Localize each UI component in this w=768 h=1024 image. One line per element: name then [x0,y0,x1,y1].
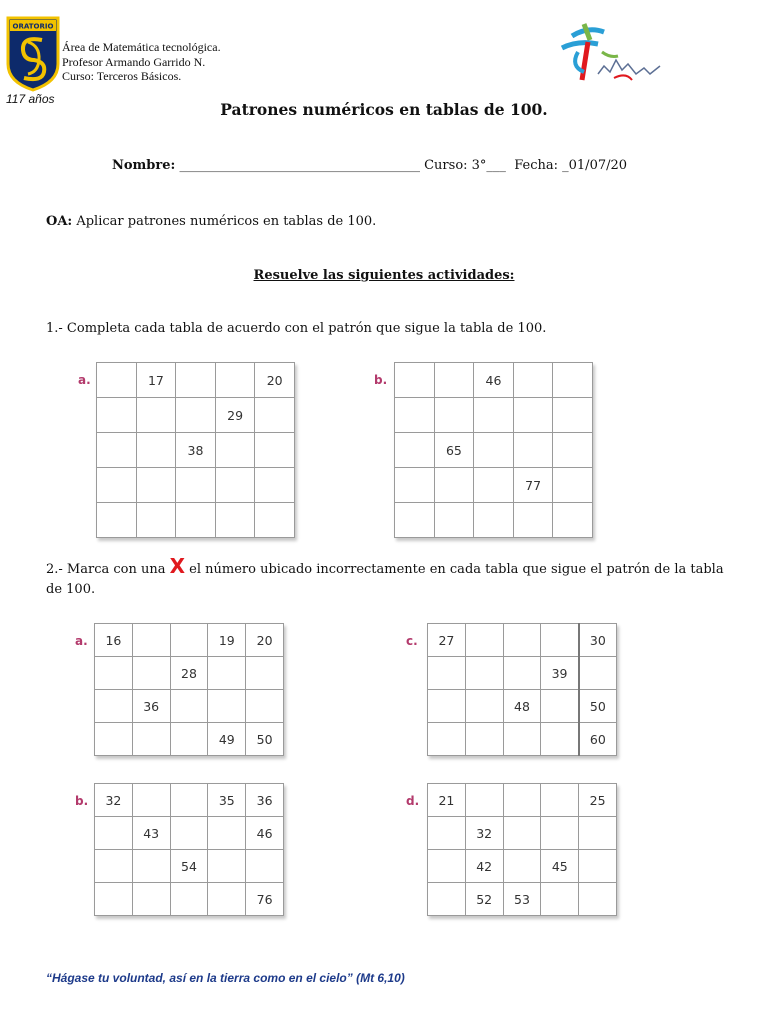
table-cell[interactable] [541,784,579,817]
table-cell[interactable] [541,817,579,850]
table-cell[interactable] [246,850,284,883]
table-cell[interactable] [428,817,466,850]
table-2a [94,623,284,756]
table-cell[interactable] [541,624,579,657]
name-blank[interactable]: _____________________________________ [179,158,420,173]
objective [46,214,376,229]
table-cell[interactable] [215,433,255,468]
table-cell[interactable] [246,690,284,723]
oa-label: OA: [46,214,73,229]
table-cell[interactable] [132,883,170,916]
table-row [428,690,617,723]
table-cell[interactable] [208,883,246,916]
table-cell[interactable] [176,363,216,398]
table-cell[interactable] [474,398,514,433]
question-2 [46,554,736,600]
table-cell[interactable] [541,883,579,916]
footer-quote: “Hágase tu voluntad, así en la tierra como en el cielo” (Mt 6,10) [46,971,405,985]
table-cell[interactable]: 39 [541,657,579,690]
table-row [395,398,593,433]
table-2c-label: c. [406,634,418,648]
date-label: Fecha: [514,158,558,173]
table-cell[interactable]: 27 [428,624,466,657]
table-1b [394,362,593,538]
table-cell[interactable]: 36 [132,690,170,723]
header-line-course: Curso: Terceros Básicos. [62,69,182,83]
table-cell[interactable]: 17 [136,363,176,398]
table-cell[interactable]: 60 [579,723,617,756]
table-cell[interactable]: 25 [579,784,617,817]
student-info-row [112,158,627,173]
table-2b [94,783,284,916]
table-row [395,503,593,538]
table-cell[interactable]: 45 [541,850,579,883]
table-cell[interactable]: 42 [465,850,503,883]
table-cell[interactable] [513,503,553,538]
table-1b-label: b. [374,373,388,387]
table-2c [427,623,617,756]
table-cell[interactable] [136,433,176,468]
q2-before: 2.- Marca con una [46,562,170,577]
table-row [395,363,593,398]
table-cell[interactable] [95,723,133,756]
table-cell[interactable] [553,468,593,503]
table-cell[interactable] [95,850,133,883]
instructions-heading: Resuelve las siguientes actividades: [253,268,515,283]
table-cell[interactable]: 52 [465,883,503,916]
table-row [395,433,593,468]
table-row [95,657,284,690]
table-row [97,503,295,538]
table-cell[interactable]: 46 [474,363,514,398]
header-line-teacher: Profesor Armando Garrido N. [62,54,206,69]
table-cell[interactable]: 50 [246,723,284,756]
table-cell[interactable] [97,503,137,538]
table-cell[interactable]: 65 [434,433,474,468]
table-cell[interactable]: 43 [132,817,170,850]
table-cell[interactable] [465,657,503,690]
table-cell[interactable] [579,883,617,916]
table-cell[interactable] [215,363,255,398]
table-cell[interactable] [428,723,466,756]
table-cell[interactable] [474,468,514,503]
table-cell[interactable] [170,784,208,817]
school-logo [6,16,60,92]
table-cell[interactable]: 46 [246,817,284,850]
table-cell[interactable] [246,657,284,690]
table-cell[interactable] [255,468,295,503]
table-cell[interactable]: 20 [255,363,295,398]
table-2b-label: b. [75,794,89,808]
table-cell[interactable] [428,690,466,723]
table-row [428,657,617,690]
table-cell[interactable] [176,398,216,433]
table-cell[interactable] [97,363,137,398]
table-cell[interactable] [170,883,208,916]
table-row [428,817,617,850]
table-cell[interactable]: 21 [428,784,466,817]
table-row [95,624,284,657]
table-cell[interactable] [579,657,617,690]
logo-text: ORATORIO [12,22,54,31]
q2-after: el número ubicado incorrectamente en cada tabla que sigue el patrón de la tabla de 100. [46,562,724,597]
page-title: Patrones numéricos en tablas de 100. [220,100,548,119]
table-cell[interactable] [215,503,255,538]
table-cell[interactable] [170,624,208,657]
table-row [95,850,284,883]
table-cell[interactable]: 50 [579,690,617,723]
table-2d [427,783,617,916]
table-cell[interactable] [465,784,503,817]
table-cell[interactable] [132,723,170,756]
table-row [428,784,617,817]
table-cell[interactable]: 32 [95,784,133,817]
table-cell[interactable] [97,468,137,503]
table-row [97,398,295,433]
table-2a-label: a. [75,634,88,648]
table-cell[interactable] [395,433,435,468]
table-cell[interactable] [541,690,579,723]
table-cell[interactable]: 54 [170,850,208,883]
table-cell[interactable] [434,503,474,538]
table-cell[interactable] [176,468,216,503]
table-cell[interactable] [95,883,133,916]
table-cell[interactable] [541,723,579,756]
right-logo [558,22,664,84]
table-cell[interactable] [503,657,541,690]
table-cell[interactable] [579,850,617,883]
table-1a [96,362,295,538]
table-cell[interactable] [503,784,541,817]
table-cell[interactable] [255,503,295,538]
date-value: _01/07/20 [562,158,628,173]
table-cell[interactable]: 28 [170,657,208,690]
table-row [97,363,295,398]
table-cell[interactable] [434,398,474,433]
table-cell[interactable] [513,433,553,468]
table-cell[interactable]: 19 [208,624,246,657]
table-cell[interactable] [513,398,553,433]
table-row [95,723,284,756]
table-cell[interactable] [170,690,208,723]
table-cell[interactable]: 53 [503,883,541,916]
table-row [428,883,617,916]
table-cell[interactable] [434,468,474,503]
table-cell[interactable]: 77 [513,468,553,503]
table-row [97,468,295,503]
table-row [95,817,284,850]
table-cell[interactable]: 38 [176,433,216,468]
table-cell[interactable] [255,398,295,433]
table-cell[interactable] [474,433,514,468]
table-cell[interactable]: 36 [246,784,284,817]
table-cell[interactable] [97,398,137,433]
table-row [395,468,593,503]
table-cell[interactable] [434,363,474,398]
table-cell[interactable] [208,690,246,723]
table-cell[interactable] [170,723,208,756]
red-x-mark: X [169,554,186,578]
course-label: Curso: 3°___ [424,158,506,173]
table-cell[interactable] [95,817,133,850]
oa-text: Aplicar patrones numéricos en tablas de 100. [72,214,377,229]
table-cell[interactable] [132,784,170,817]
table-cell[interactable] [503,723,541,756]
table-row [428,850,617,883]
table-cell[interactable] [215,468,255,503]
table-cell[interactable]: 49 [208,723,246,756]
table-cell[interactable] [428,883,466,916]
table-cell[interactable] [208,657,246,690]
table-cell[interactable] [553,398,593,433]
table-row [95,690,284,723]
years-caption: 117 años [6,92,55,106]
table-cell[interactable]: 35 [208,784,246,817]
table-cell[interactable] [176,503,216,538]
table-row [428,624,617,657]
table-cell[interactable] [474,503,514,538]
table-cell[interactable] [95,690,133,723]
table-cell[interactable]: 16 [95,624,133,657]
table-row [428,723,617,756]
table-cell[interactable] [428,657,466,690]
table-cell[interactable]: 30 [579,624,617,657]
table-cell[interactable] [170,817,208,850]
table-cell[interactable] [132,657,170,690]
table-cell[interactable] [503,624,541,657]
table-cell[interactable] [553,363,593,398]
table-cell[interactable] [503,850,541,883]
table-row [95,784,284,817]
table-cell[interactable] [132,624,170,657]
table-cell[interactable] [395,503,435,538]
table-cell[interactable]: 32 [465,817,503,850]
table-cell[interactable] [395,468,435,503]
table-cell[interactable] [395,398,435,433]
table-cell[interactable] [579,817,617,850]
table-row [97,433,295,468]
table-2d-label: d. [406,794,420,808]
header-line-area: Área de Matemática tecnológica. [62,40,221,54]
table-cell[interactable] [97,433,137,468]
table-cell[interactable] [95,657,133,690]
table-cell[interactable] [136,398,176,433]
table-cell[interactable] [132,850,170,883]
table-cell[interactable] [465,690,503,723]
table-cell[interactable] [255,433,295,468]
table-cell[interactable] [503,817,541,850]
table-cell[interactable]: 20 [246,624,284,657]
table-cell[interactable] [136,468,176,503]
table-cell[interactable] [465,624,503,657]
table-row [95,883,284,916]
table-cell[interactable] [465,723,503,756]
table-cell[interactable]: 48 [503,690,541,723]
question-1: 1.- Completa cada tabla de acuerdo con el patrón que sigue la tabla de 100. [46,321,547,336]
table-cell[interactable] [395,363,435,398]
table-cell[interactable] [513,363,553,398]
table-cell[interactable] [136,503,176,538]
table-cell[interactable] [208,850,246,883]
name-label: Nombre: [112,158,176,173]
table-cell[interactable]: 76 [246,883,284,916]
table-cell[interactable]: 29 [215,398,255,433]
table-cell[interactable] [428,850,466,883]
table-cell[interactable] [553,433,593,468]
table-cell[interactable] [553,503,593,538]
table-cell[interactable] [208,817,246,850]
table-1a-label: a. [78,373,91,387]
header-info [62,40,221,84]
